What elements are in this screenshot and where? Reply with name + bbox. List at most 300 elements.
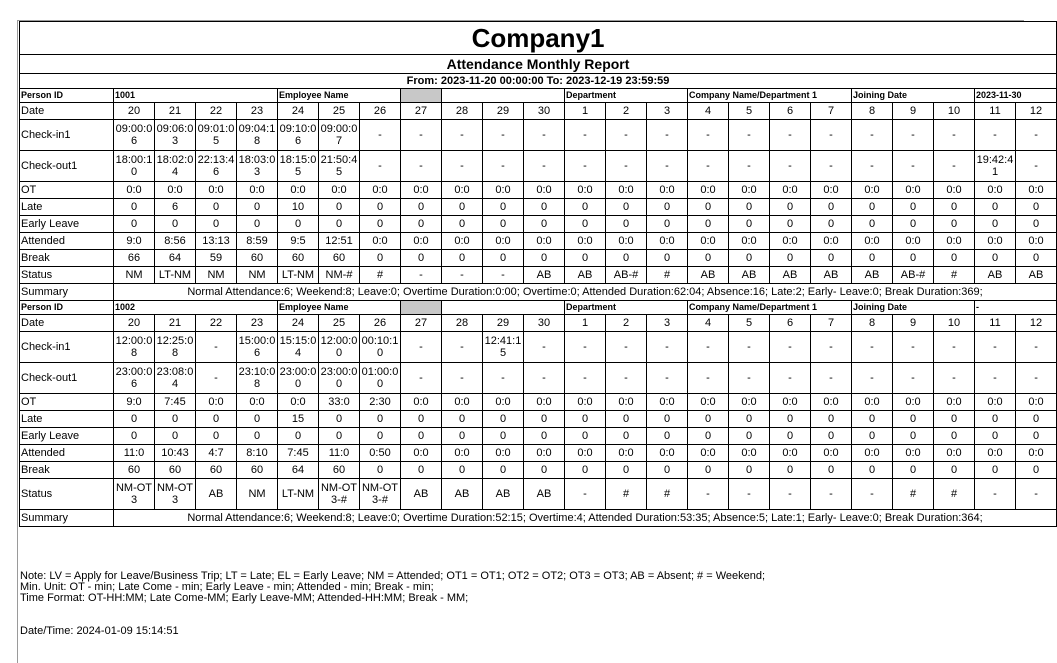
ot-cell: 0:0: [237, 394, 278, 411]
status-cell: AB: [196, 479, 237, 510]
check-out-row: [20, 363, 1057, 394]
check-in-cell: -: [893, 120, 934, 151]
break-cell: 0: [524, 462, 565, 479]
status-row: [20, 267, 1057, 284]
attended-cell: 10:43: [155, 445, 196, 462]
ot-cell: 0:0: [278, 182, 319, 199]
late-cell: 6: [155, 199, 196, 216]
ot-cell: 0:0: [852, 394, 893, 411]
break-cell: 0: [442, 462, 483, 479]
check-out-cell: -: [934, 151, 975, 182]
status-cell: -: [852, 479, 893, 510]
break-cell: 60: [196, 462, 237, 479]
late-cell: 0: [524, 411, 565, 428]
early-leave-cell: 0: [196, 428, 237, 445]
ot-cell: 0:0: [196, 182, 237, 199]
break-cell: 0: [893, 462, 934, 479]
status-cell: LT-NM: [155, 267, 196, 284]
early-leave-cell: 0: [975, 216, 1016, 233]
status-cell: AB-#: [606, 267, 647, 284]
early-leave-cell: 0: [155, 428, 196, 445]
check-in-cell: -: [442, 120, 483, 151]
check-in-cell: 09:10:06: [278, 120, 319, 151]
check-out-cell: -: [606, 363, 647, 394]
date-cell: 22: [196, 103, 237, 120]
person-info-row: [20, 301, 1057, 315]
early-leave-cell: 0: [278, 216, 319, 233]
late-cell: 0: [770, 411, 811, 428]
status-cell: NM: [237, 267, 278, 284]
attended-cell: 0:0: [811, 233, 852, 250]
date-cell: 8: [852, 103, 893, 120]
late-cell: 10: [278, 199, 319, 216]
early-leave-cell: 0: [524, 428, 565, 445]
break-cell: 60: [237, 462, 278, 479]
person-id-value: 1001: [114, 89, 278, 103]
ot-cell: 0:0: [360, 182, 401, 199]
date-range: From: 2023-11-20 00:00:00 To: 2023-12-19 23:59:59: [20, 74, 1057, 89]
check-out-cell: -: [811, 363, 852, 394]
status-cell: -: [442, 267, 483, 284]
break-cell: 0: [606, 250, 647, 267]
attended-cell: 0:0: [1016, 233, 1057, 250]
status-cell: AB: [524, 479, 565, 510]
attended-cell: 0:0: [442, 445, 483, 462]
employee-name-value: [401, 89, 442, 103]
status-cell: -: [811, 479, 852, 510]
break-cell: 0: [524, 250, 565, 267]
date-cell: 28: [442, 315, 483, 332]
late-cell: 0: [196, 411, 237, 428]
date-cell: 5: [729, 315, 770, 332]
attended-cell: 9:5: [278, 233, 319, 250]
status-cell: LT-NM: [278, 267, 319, 284]
date-cell: 7: [811, 103, 852, 120]
status-cell: -: [401, 267, 442, 284]
ot-cell: 7:45: [155, 394, 196, 411]
attended-cell: 4:7: [196, 445, 237, 462]
check-in-row: [20, 120, 1057, 151]
check-out-cell: 18:00:10: [114, 151, 155, 182]
check-out-cell: 01:00:00: [360, 363, 401, 394]
ot-cell: 0:0: [934, 182, 975, 199]
date-cell: 10: [934, 103, 975, 120]
check-out-cell: -: [360, 151, 401, 182]
check-out-cell: -: [688, 363, 729, 394]
attended-cell: 0:0: [729, 445, 770, 462]
break-cell: 60: [278, 250, 319, 267]
break-cell: 0: [934, 250, 975, 267]
early-leave-cell: 0: [893, 428, 934, 445]
break-cell: 0: [360, 462, 401, 479]
break-cell: 59: [196, 250, 237, 267]
status-cell: #: [934, 479, 975, 510]
ot-cell: 0:0: [975, 394, 1016, 411]
attended-cell: 0:0: [852, 445, 893, 462]
check-in-cell: -: [770, 120, 811, 151]
attended-cell: 13:13: [196, 233, 237, 250]
ot-cell: 0:0: [196, 394, 237, 411]
early-leave-cell: 0: [852, 428, 893, 445]
check-out-cell: 23:00:06: [114, 363, 155, 394]
early-leave-cell: 0: [606, 216, 647, 233]
attended-cell: 7:45: [278, 445, 319, 462]
check-in-cell: -: [1016, 332, 1057, 363]
range-row: [20, 74, 1057, 89]
person-id-label: Person ID: [20, 89, 114, 103]
attended-cell: 0:0: [975, 445, 1016, 462]
check-in-cell: -: [565, 120, 606, 151]
status-cell: #: [647, 267, 688, 284]
early-leave-cell: 0: [483, 428, 524, 445]
late-row-label: Late: [20, 411, 114, 428]
legend-notes: [20, 571, 1020, 604]
check-out-cell: -: [852, 151, 893, 182]
date-cell: 24: [278, 315, 319, 332]
late-cell: 0: [934, 411, 975, 428]
check-out-cell: -: [524, 363, 565, 394]
check-in-cell: -: [852, 120, 893, 151]
attended-row: [20, 445, 1057, 462]
check-in-cell: -: [606, 120, 647, 151]
early-leave-cell: 0: [729, 428, 770, 445]
date-cell: 20: [114, 315, 155, 332]
status-cell: AB: [1016, 267, 1057, 284]
attended-cell: 0:0: [401, 233, 442, 250]
attended-cell: 0:0: [360, 233, 401, 250]
company-dept-label: Company Name/Department 1: [688, 301, 852, 315]
late-cell: 0: [606, 411, 647, 428]
check-in-cell: -: [729, 332, 770, 363]
company-name: Company1: [20, 22, 1057, 55]
break-cell: 60: [155, 462, 196, 479]
check-out-cell: -: [811, 151, 852, 182]
date-cell: 26: [360, 315, 401, 332]
late-cell: 0: [114, 199, 155, 216]
break-cell: 0: [483, 250, 524, 267]
status-cell: AB: [811, 267, 852, 284]
check-in-cell: -: [729, 120, 770, 151]
check-in-cell: -: [401, 120, 442, 151]
ot-cell: 0:0: [729, 394, 770, 411]
report-title: Attendance Monthly Report: [20, 55, 1057, 74]
check-out-cell: 23:08:04: [155, 363, 196, 394]
ot-cell: 0:0: [729, 182, 770, 199]
ot-row: [20, 394, 1057, 411]
check-out-cell: -: [934, 363, 975, 394]
break-row-label: Break: [20, 250, 114, 267]
late-cell: 0: [483, 411, 524, 428]
date-cell: 1: [565, 315, 606, 332]
date-cell: 1: [565, 103, 606, 120]
check-out-cell: -: [196, 363, 237, 394]
break-cell: 0: [770, 250, 811, 267]
ot-row-label: OT: [20, 182, 114, 199]
status-cell: AB-#: [893, 267, 934, 284]
check-in-row-label: Check-in1: [20, 120, 114, 151]
attended-row-label: Attended: [20, 233, 114, 250]
late-cell: 0: [1016, 411, 1057, 428]
late-cell: 0: [401, 199, 442, 216]
attended-cell: 0:0: [893, 445, 934, 462]
note-line: Time Format: OT-HH:MM; Late Come-MM; Early Leave-MM; Attended-HH:MM; Break - MM;: [20, 592, 469, 604]
break-cell: 0: [811, 250, 852, 267]
late-cell: 0: [237, 411, 278, 428]
ot-cell: 0:0: [524, 182, 565, 199]
early-leave-cell: 0: [114, 428, 155, 445]
status-cell: NM-OT3: [155, 479, 196, 510]
employee-name-label: Employee Name: [278, 89, 401, 103]
break-cell: 60: [319, 462, 360, 479]
status-cell: -: [770, 479, 811, 510]
late-cell: 0: [524, 199, 565, 216]
attended-cell: 0:0: [483, 445, 524, 462]
late-cell: 0: [893, 411, 934, 428]
check-out-cell: -: [729, 151, 770, 182]
break-cell: 66: [114, 250, 155, 267]
break-cell: 0: [1016, 250, 1057, 267]
status-cell: AB: [401, 479, 442, 510]
break-cell: 0: [483, 462, 524, 479]
attended-cell: 0:0: [606, 233, 647, 250]
check-in-cell: -: [893, 332, 934, 363]
break-cell: 0: [811, 462, 852, 479]
attended-cell: 0:0: [934, 233, 975, 250]
status-row-label: Status: [20, 267, 114, 284]
attended-cell: 0:0: [524, 445, 565, 462]
check-in-cell: 09:06:03: [155, 120, 196, 151]
status-cell: NM: [237, 479, 278, 510]
status-cell: AB: [688, 267, 729, 284]
summary-row: [20, 284, 1057, 301]
status-cell: LT-NM: [278, 479, 319, 510]
report-sheet: [19, 21, 1044, 527]
note-line: Note: LV = Apply for Leave/Business Trip; LT = Late; EL = Early Leave; NM = Attended; OT1 = OT1; OT2 = OT2; OT3 = OT3; AB = Absent; # = Weekend;: [20, 570, 766, 582]
early-leave-cell: 0: [360, 428, 401, 445]
ot-cell: 0:0: [688, 182, 729, 199]
check-in-cell: 12:41:15: [483, 332, 524, 363]
attended-cell: 0:0: [975, 233, 1016, 250]
early-leave-cell: 0: [729, 216, 770, 233]
attended-cell: 0:0: [893, 233, 934, 250]
status-row: [20, 479, 1057, 510]
early-leave-row: [20, 216, 1057, 233]
late-cell: 0: [811, 199, 852, 216]
check-out-row: [20, 151, 1057, 182]
attended-cell: 0:0: [852, 233, 893, 250]
break-cell: 0: [401, 462, 442, 479]
summary-row: [20, 510, 1057, 527]
check-in-cell: -: [196, 332, 237, 363]
break-cell: 64: [278, 462, 319, 479]
check-out-cell: -: [770, 363, 811, 394]
early-leave-cell: 0: [360, 216, 401, 233]
ot-cell: 0:0: [770, 394, 811, 411]
check-out-row-label: Check-out1: [20, 151, 114, 182]
date-cell: 25: [319, 315, 360, 332]
early-leave-cell: 0: [196, 216, 237, 233]
attended-cell: 11:0: [114, 445, 155, 462]
check-out-cell: -: [483, 363, 524, 394]
ot-cell: 0:0: [606, 182, 647, 199]
date-label: Date: [20, 103, 114, 120]
date-cell: 24: [278, 103, 319, 120]
attended-cell: 0:0: [565, 233, 606, 250]
break-cell: 0: [688, 462, 729, 479]
attended-cell: 0:0: [934, 445, 975, 462]
page-border-left: [17, 20, 18, 663]
late-cell: 0: [606, 199, 647, 216]
check-out-cell: 23:10:08: [237, 363, 278, 394]
date-cell: 2: [606, 103, 647, 120]
status-cell: AB: [565, 267, 606, 284]
early-leave-cell: 0: [565, 216, 606, 233]
date-cell: 11: [975, 103, 1016, 120]
late-cell: 0: [237, 199, 278, 216]
joining-date-value: -: [975, 301, 1057, 315]
date-label: Date: [20, 315, 114, 332]
company-dept-label: Company Name/Department 1: [688, 89, 852, 103]
break-row: [20, 462, 1057, 479]
check-in-cell: -: [360, 120, 401, 151]
break-cell: 0: [647, 462, 688, 479]
early-leave-cell: 0: [155, 216, 196, 233]
info-spacer: [442, 89, 565, 103]
status-cell: NM-OT3-#: [319, 479, 360, 510]
early-leave-cell: 0: [1016, 216, 1057, 233]
status-cell: AB: [729, 267, 770, 284]
early-leave-cell: 0: [688, 216, 729, 233]
early-leave-cell: 0: [278, 428, 319, 445]
ot-cell: 0:0: [442, 394, 483, 411]
ot-cell: 0:0: [401, 182, 442, 199]
status-cell: AB: [852, 267, 893, 284]
ot-cell: 33:0: [319, 394, 360, 411]
attended-cell: 0:0: [770, 445, 811, 462]
status-cell: NM-#: [319, 267, 360, 284]
ot-cell: 0:0: [770, 182, 811, 199]
late-cell: 0: [811, 411, 852, 428]
title-row: [20, 22, 1057, 55]
check-in-cell: 09:00:06: [114, 120, 155, 151]
break-cell: 0: [442, 250, 483, 267]
early-leave-cell: 0: [237, 216, 278, 233]
check-out-cell: 18:02:04: [155, 151, 196, 182]
status-cell: #: [360, 267, 401, 284]
status-cell: #: [893, 479, 934, 510]
break-cell: 0: [934, 462, 975, 479]
check-out-cell: 19:42:41: [975, 151, 1016, 182]
check-in-cell: 09:04:18: [237, 120, 278, 151]
attended-cell: 8:59: [237, 233, 278, 250]
person-id-label: Person ID: [20, 301, 114, 315]
check-out-cell: -: [1016, 363, 1057, 394]
date-cell: 23: [237, 103, 278, 120]
break-row: [20, 250, 1057, 267]
status-cell: NM: [196, 267, 237, 284]
early-leave-cell: 0: [483, 216, 524, 233]
ot-cell: 0:0: [401, 394, 442, 411]
attended-cell: 0:0: [647, 233, 688, 250]
attended-cell: 0:0: [688, 233, 729, 250]
break-cell: 0: [893, 250, 934, 267]
status-cell: AB: [770, 267, 811, 284]
early-leave-cell: 0: [852, 216, 893, 233]
date-cell: 30: [524, 103, 565, 120]
date-cell: 27: [401, 103, 442, 120]
early-leave-row-label: Early Leave: [20, 216, 114, 233]
check-in-row-label: Check-in1: [20, 332, 114, 363]
attended-cell: 11:0: [319, 445, 360, 462]
check-in-cell: -: [688, 120, 729, 151]
date-cell: 5: [729, 103, 770, 120]
ot-cell: 2:30: [360, 394, 401, 411]
check-out-cell: -: [565, 363, 606, 394]
check-out-cell: 23:00:00: [319, 363, 360, 394]
date-cell: 4: [688, 315, 729, 332]
break-cell: 60: [319, 250, 360, 267]
check-out-cell: -: [852, 363, 893, 394]
early-leave-cell: 0: [934, 428, 975, 445]
department-label: Department: [565, 89, 688, 103]
late-row-label: Late: [20, 199, 114, 216]
summary-label: Summary: [20, 510, 114, 527]
date-cell: 11: [975, 315, 1016, 332]
status-cell: #: [606, 479, 647, 510]
late-cell: 0: [647, 199, 688, 216]
attended-cell: 8:10: [237, 445, 278, 462]
joining-date-label: Joining Date: [852, 89, 975, 103]
break-cell: 0: [975, 250, 1016, 267]
date-cell: 6: [770, 103, 811, 120]
attended-row: [20, 233, 1057, 250]
attendance-table: [19, 21, 1057, 527]
check-out-row-label: Check-out1: [20, 363, 114, 394]
attended-cell: 0:0: [524, 233, 565, 250]
check-out-cell: -: [565, 151, 606, 182]
check-out-cell: -: [606, 151, 647, 182]
check-in-cell: 09:01:05: [196, 120, 237, 151]
date-cell: 12: [1016, 315, 1057, 332]
early-leave-cell: 0: [565, 428, 606, 445]
late-cell: 0: [565, 411, 606, 428]
check-out-cell: 21:50:45: [319, 151, 360, 182]
check-out-cell: -: [483, 151, 524, 182]
break-cell: 0: [770, 462, 811, 479]
early-leave-cell: 0: [524, 216, 565, 233]
late-cell: 0: [770, 199, 811, 216]
check-out-cell: -: [647, 363, 688, 394]
early-leave-cell: 0: [975, 428, 1016, 445]
late-cell: 0: [319, 199, 360, 216]
late-cell: 0: [114, 411, 155, 428]
check-out-cell: -: [442, 363, 483, 394]
break-cell: 0: [606, 462, 647, 479]
early-leave-cell: 0: [606, 428, 647, 445]
date-cell: 29: [483, 103, 524, 120]
status-cell: AB: [975, 267, 1016, 284]
ot-cell: 0:0: [442, 182, 483, 199]
early-leave-cell: 0: [770, 428, 811, 445]
late-row: [20, 199, 1057, 216]
date-cell: 25: [319, 103, 360, 120]
check-out-cell: -: [893, 151, 934, 182]
status-cell: -: [483, 267, 524, 284]
break-cell: 0: [647, 250, 688, 267]
check-out-cell: -: [688, 151, 729, 182]
check-in-cell: -: [811, 120, 852, 151]
early-leave-cell: 0: [401, 216, 442, 233]
